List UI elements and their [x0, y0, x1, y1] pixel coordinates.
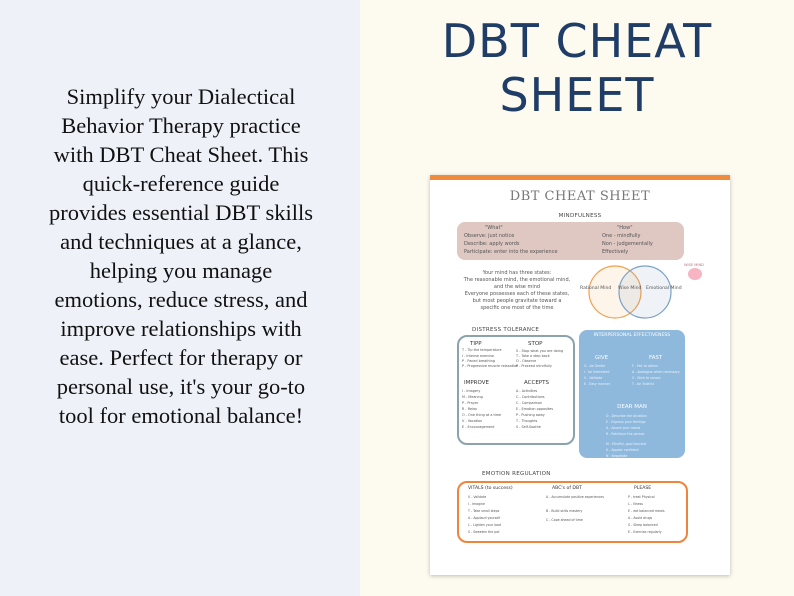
- how-item: One - mindfully: [602, 233, 641, 239]
- description-line: ease. Perfect for therapy or: [59, 345, 303, 370]
- title-line-1: DBT CHEAT: [441, 14, 713, 68]
- description-line: personal use, it's your go-to: [56, 374, 306, 399]
- venn-rational: Rational Mind: [580, 286, 612, 291]
- sheet-title: DBT CHEAT SHEET: [509, 189, 651, 204]
- please-item: S - Sleep balanced: [628, 523, 658, 527]
- fast-item: F - Fair to others: [632, 364, 659, 368]
- abc-item: A - Accumulate positive experiences: [546, 495, 605, 499]
- fast-item: A - Apologize when necessary: [632, 370, 680, 374]
- description-line: improve relationships with: [60, 316, 302, 341]
- cheat-sheet-preview: [430, 175, 730, 575]
- accepts-item: E - Emotion opposites: [516, 407, 553, 411]
- page-title: [360, 14, 794, 122]
- tipp-item: P - Progressive muscle relaxation: [462, 364, 519, 368]
- product-description: [18, 82, 344, 430]
- stop-item: T - Take a step back: [516, 354, 550, 358]
- description-line: with DBT Cheat Sheet. This: [53, 142, 309, 167]
- vitals-item: S - Sweeten the pot: [468, 530, 500, 534]
- vitals-item: L - Lighten your load: [468, 523, 501, 527]
- what-item: Observe: just notice: [464, 233, 515, 239]
- dearman-item: D - Describe the situation: [606, 414, 647, 418]
- how-item: Non - judgementally: [602, 241, 653, 247]
- tipp-item: T - Tip the temperature: [462, 348, 502, 352]
- vitals-item: I - Imagine: [468, 502, 486, 506]
- dearman-item: E - Express your feelings: [606, 420, 646, 424]
- dearman-item: A - Assert your needs: [606, 426, 641, 430]
- how-heading: "How": [617, 225, 633, 231]
- vitals-heading: VITALS (to success): [468, 486, 513, 491]
- dearman-item: A - Appear confident: [606, 448, 639, 452]
- description-line: quick-reference guide: [82, 171, 280, 196]
- states-line: Everyone possesses each of these states,: [464, 291, 570, 297]
- abc-item: C - Cope ahead of time: [546, 518, 583, 522]
- accepts-item: A - Activities: [516, 389, 538, 393]
- description-line: provides essential DBT skills: [49, 200, 313, 225]
- stop-heading: STOP: [528, 341, 543, 347]
- brain-icon: [688, 268, 702, 280]
- interpersonal-box: [579, 330, 685, 458]
- please-item: E - Exercise regularly: [628, 530, 662, 534]
- fast-heading: FAST: [649, 355, 663, 361]
- sheet-top-bar: [430, 175, 730, 180]
- give-heading: GIVE: [595, 355, 609, 361]
- please-heading: PLEASE: [634, 486, 652, 491]
- what-item: Participate: enter into the experience: [464, 249, 558, 255]
- description-line: tool for emotional balance!: [58, 403, 304, 428]
- accepts-item: C - Comparison: [516, 401, 543, 405]
- stop-item: P - Proceed mindfully: [516, 364, 552, 368]
- please-item: A - Avoid drugs: [628, 516, 653, 520]
- accepts-item: C - Contributions: [516, 395, 545, 399]
- mindfulness-label: MINDFULNESS: [558, 213, 602, 219]
- fast-item: T - be Truthful: [632, 382, 655, 386]
- dearman-item: M - Mindful, goal focused: [606, 442, 646, 446]
- give-item: V - Validate: [584, 376, 603, 380]
- tipp-heading: TIPP: [470, 341, 482, 347]
- how-item: Effectively: [602, 249, 629, 255]
- description-line: and techniques at a glance,: [60, 229, 302, 254]
- states-line: specific one most of the time: [480, 305, 554, 311]
- stop-item: S - Stop what you are doing: [516, 349, 564, 353]
- vitals-item: A - Applaud yourself: [468, 516, 501, 520]
- improve-item: O - One thing at a time: [462, 413, 502, 417]
- emotion-label: EMOTION REGULATION: [482, 471, 551, 477]
- please-item: P - treat Physical: [628, 495, 655, 499]
- abc-item: B - Build skills mastery: [546, 509, 583, 513]
- preview-panel: [360, 0, 794, 596]
- description-line: helping you manage: [89, 258, 273, 283]
- venn-emotional: Emotional Mind: [646, 286, 682, 291]
- states-line: and the wise mind: [493, 284, 541, 290]
- states-line: but most people gravitate toward a: [472, 298, 562, 304]
- abc-heading: ABC's of DBT: [552, 486, 582, 491]
- venn-wise: Wise Mind: [618, 286, 642, 291]
- description-panel: [0, 0, 360, 596]
- dearman-heading: DEAR MAN: [617, 404, 647, 410]
- accepts-item: P - Pushing away: [516, 413, 545, 417]
- description-line: emotions, reduce stress, and: [54, 287, 308, 312]
- give-item: E - Easy manner: [584, 382, 611, 386]
- please-item: E - eat balanced meals: [628, 509, 665, 513]
- accepts-heading: ACCEPTS: [524, 380, 549, 386]
- title-line-2: SHEET: [499, 68, 655, 122]
- tipp-item: P - Paced breathing: [462, 359, 495, 363]
- improve-item: M - Meaning: [462, 395, 483, 399]
- give-item: I - be Interested: [584, 370, 610, 374]
- stop-item: O - Observe: [516, 359, 537, 363]
- what-item: Describe: apply words: [464, 241, 520, 247]
- improve-item: E - Encouragement: [462, 425, 495, 429]
- accepts-item: S - Self-Soothe: [516, 425, 541, 429]
- improve-item: I - Imagery: [462, 389, 481, 393]
- vitals-item: T - Take small steps: [468, 509, 500, 513]
- distress-label: DISTRESS TOLERANCE: [472, 327, 540, 333]
- states-line: Your mind has three states:: [482, 270, 552, 276]
- improve-item: P - Prayer: [462, 401, 479, 405]
- wise-mind-badge: WISE MIND: [684, 263, 704, 267]
- what-heading: "What": [485, 225, 503, 231]
- states-line: The reasonable mind, the emotional mind,: [463, 277, 571, 283]
- improve-item: R - Relax: [462, 407, 478, 411]
- accepts-item: T - Thoughts: [516, 419, 538, 423]
- description-line: Simplify your Dialectical: [66, 84, 296, 109]
- vitals-item: V - Validate: [468, 495, 487, 499]
- improve-heading: IMPROVE: [464, 380, 489, 386]
- improve-item: V - Vacation: [462, 419, 483, 423]
- description-line: Behavior Therapy practice: [61, 113, 301, 138]
- tipp-item: I - Intense exercise: [462, 354, 495, 358]
- please-item: L - Illness: [628, 502, 643, 506]
- fast-item: S - Stick to values: [632, 376, 661, 380]
- interpersonal-label: INTERPERSONAL EFFECTIVENESS: [593, 333, 671, 338]
- dearman-item: R - Reinforce the person: [606, 432, 645, 436]
- dearman-item: N - Negotiate: [606, 454, 628, 458]
- give-item: G - be Gentle: [584, 364, 606, 368]
